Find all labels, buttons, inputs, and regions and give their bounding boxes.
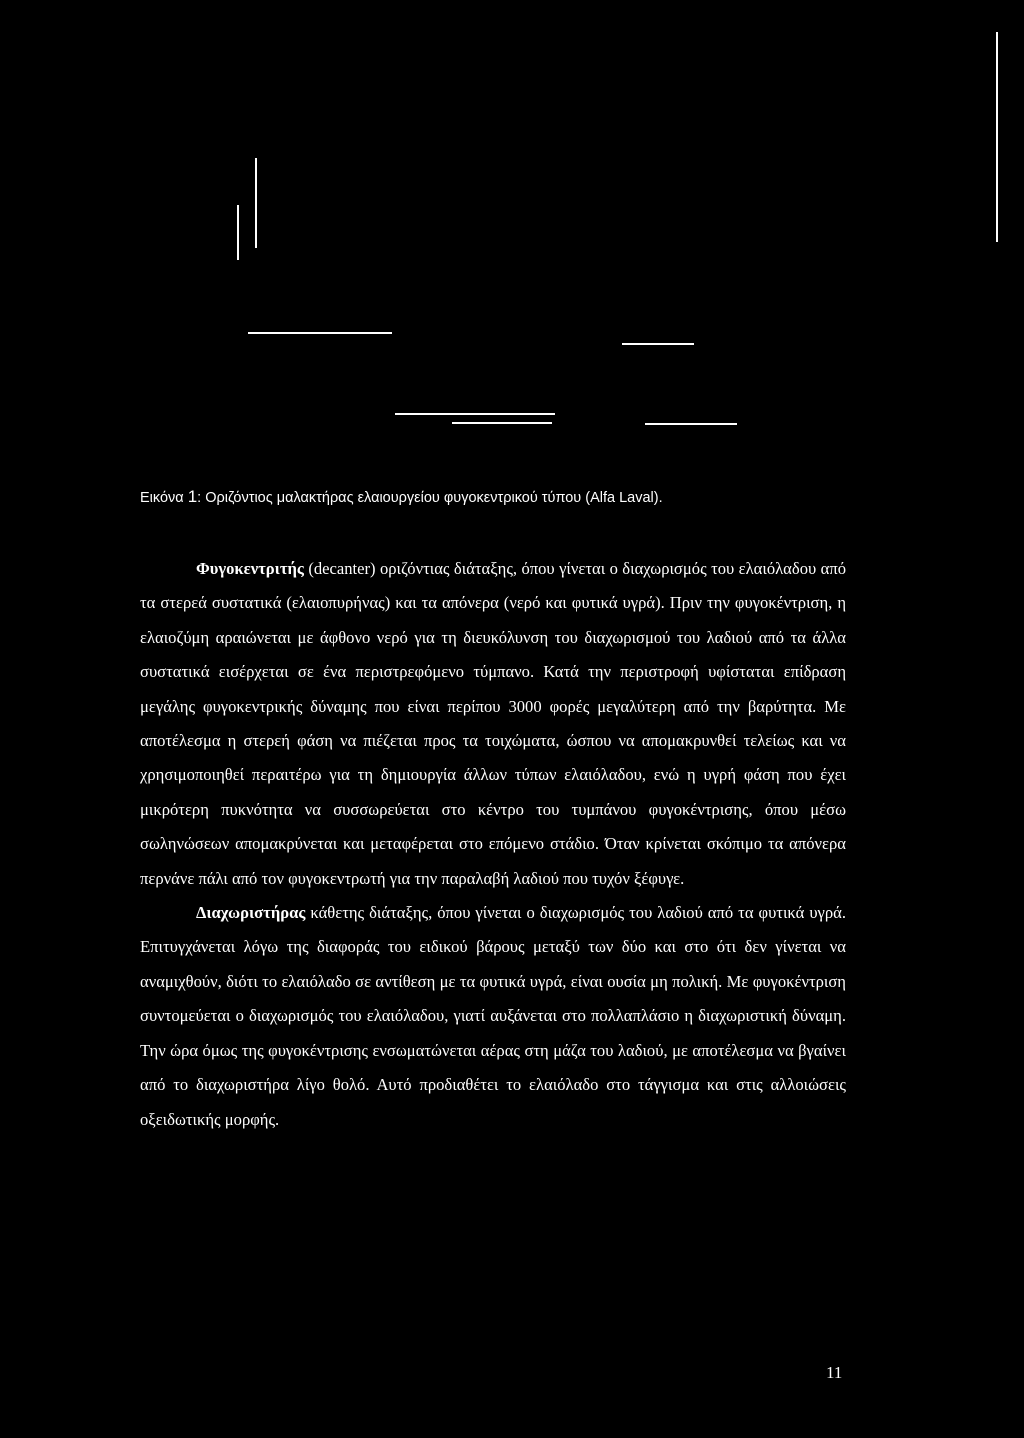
figure-stroke <box>645 423 737 425</box>
figure-stroke <box>452 422 552 424</box>
caption-prefix: Εικόνα <box>140 490 188 506</box>
term-separator: Διαχωριστήρας <box>196 903 306 923</box>
page-number: 11 <box>826 1363 843 1382</box>
figure-stroke <box>996 32 998 242</box>
figure-caption <box>140 487 940 507</box>
figure-stroke <box>248 332 392 334</box>
term-decanter: Φυγοκεντριτής <box>196 559 304 578</box>
figure-stroke <box>255 158 257 248</box>
figure-stroke <box>237 205 239 260</box>
figure-stroke <box>395 413 555 415</box>
paragraph-separator-text: κάθετης διάταξης, όπου γίνεται ο διαχωρισμός του λαδιού από τα φυτικά υγρά. Επιτυγχάνεται λόγω της διαφοράς του ειδικού βάρους μεταξύ των δύο και στο ότι δεν γίνεται να αναμιχθούν, διότι το ελαιόλαδο σε αντίθεση με τα φυτικά υγρά, είναι ουσία μη πολική. Με φυγοκέντριση συντομεύεται ο διαχωρισμός του ελαιόλαδου, γιατί αυξάνεται στο πολλαπλάσιο η διαχωριστική δύναμη. Την ώρα όμως της φυγοκέντρισης ενσωματώνεται αέρας στη μάζα του λαδιού, με αποτέλεσμα να βγαίνει από το διαχωριστήρα λίγο θολό. Αυτό προδιαθέτει το ελαιόλαδο στο τάγγισμα και στις αλλοιώσεις οξειδωτικής μορφής. <box>140 903 846 1129</box>
body-text <box>140 552 846 1137</box>
caption-number: 1 <box>187 487 198 506</box>
caption-text: : Οριζόντιος μαλακτήρας ελαιουργείου φυγοκεντρικού τύπου (Alfa Laval). <box>197 490 663 506</box>
paragraph-decanter-text: (decanter) οριζόντιας διάταξης, όπου γίνεται ο διαχωρισμός του ελαιόλαδου από τα στερεά συστατικά (ελαιοπυρήνας) και τα απόνερα (νερό και φυτικά υγρά). Πριν την φυγοκέντριση, η ελαιοζύμη αραιώνεται με άφθονο νερό για τη διευκόλυνση του διαχωρισμού του λαδιού από τα άλλα συστατικά εισέρχεται σε ένα περιστρεφόμενο τύμπανο. Κατά την περιστροφή υφίσταται επίδραση μεγάλης φυγοκεντρικής δύναμης που είναι περίπου 3000 φορές μεγαλύτερη από την βαρύτητα. Με αποτέλεσμα η στερεή φάση να πιέζεται προς τα τοιχώματα, ώσπου να απομακρυνθεί τελείως και να χρησιμοποιηθεί περαιτέρω για τη δημιουργία άλλων τύπων ελαιόλαδου, ενώ η υγρή φάση που έχει μικρότερη πυκνότητα να συσσωρεύεται στο κέντρο του τυμπάνου φυγοκέντρισης, όπου μέσω σωληνώσεων απομακρύνεται και μεταφέρεται στο επόμενο στάδιο. Όταν κρίνεται σκόπιμο τα απόνερα περνάνε πάλι από τον φυγοκεντρωτή για την παραλαβή λαδιού που τυχόν ξέφυγε. <box>140 559 846 888</box>
paragraph-decanter <box>140 552 846 896</box>
paragraph-separator <box>140 896 846 1137</box>
figure-stroke <box>622 343 694 345</box>
figure-image <box>0 0 1024 470</box>
